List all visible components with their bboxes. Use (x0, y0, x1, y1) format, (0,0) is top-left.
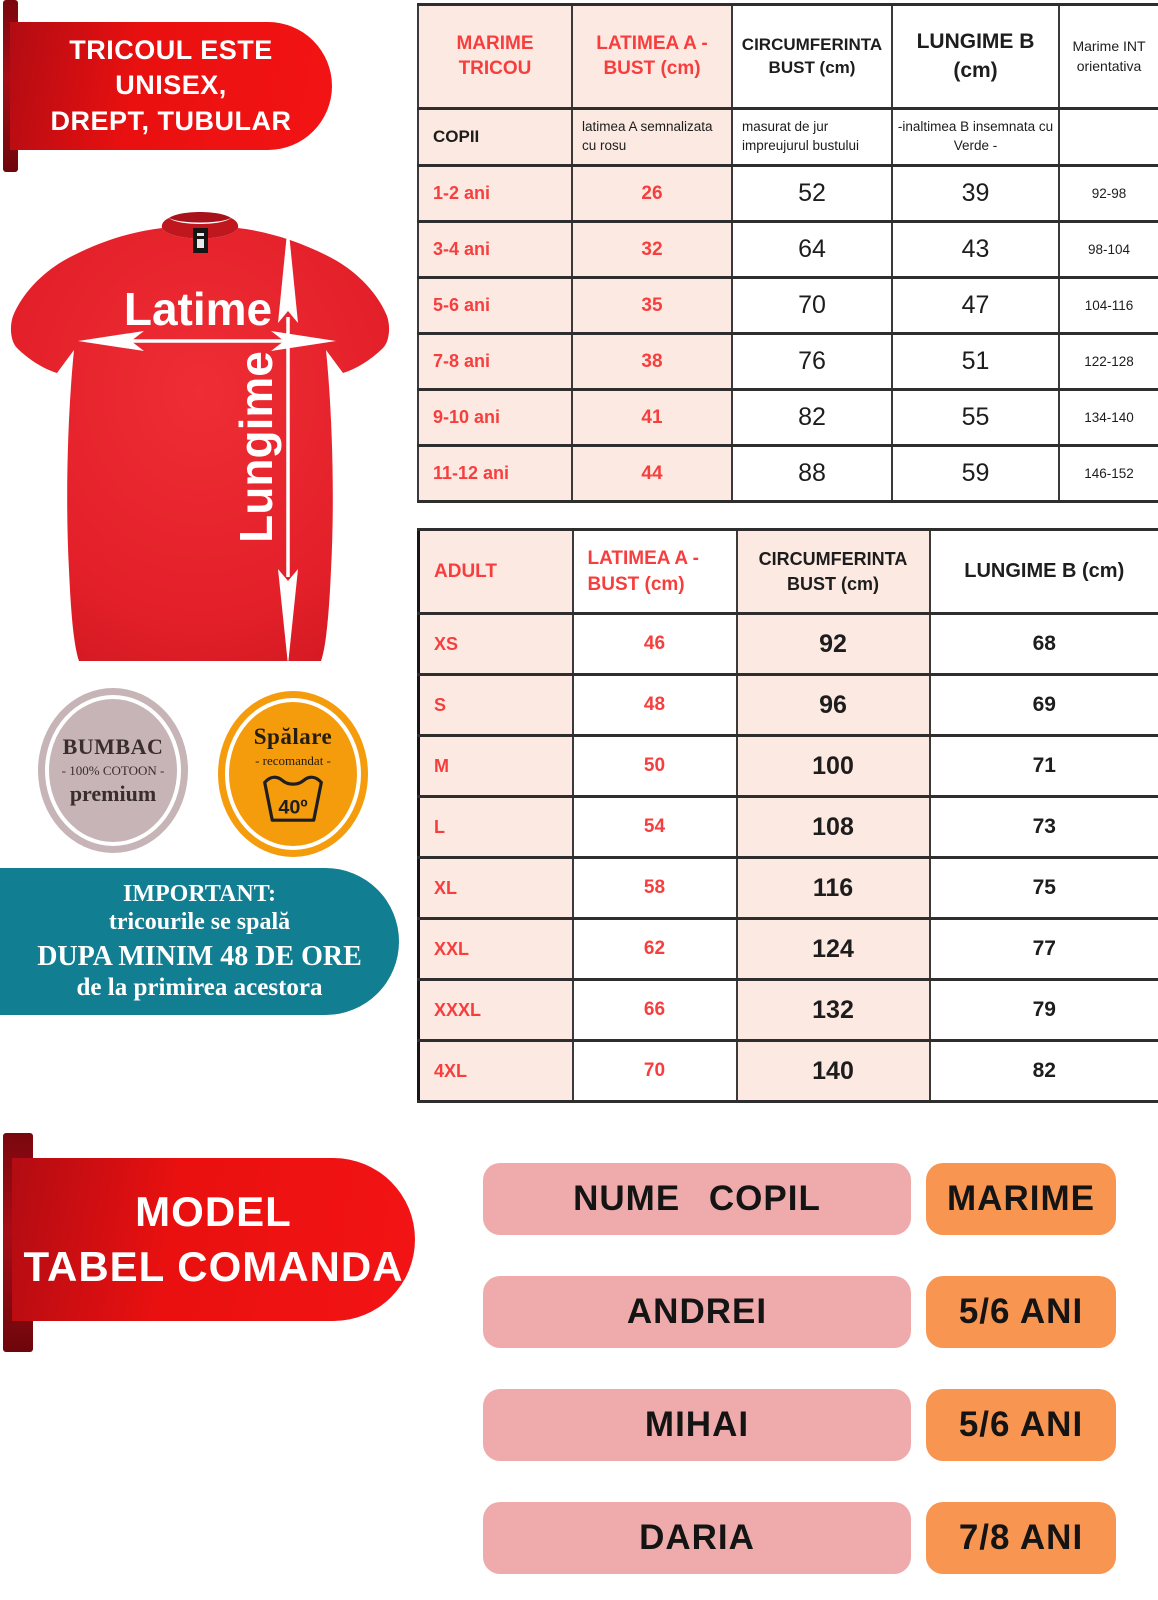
size-cell: 3-4 ani (418, 222, 572, 278)
kids-row (418, 278, 1158, 334)
length-cell: 47 (892, 278, 1059, 334)
kids-row (418, 446, 1158, 502)
int-size-cell: 98-104 (1059, 222, 1158, 278)
width-cell: 48 (573, 675, 737, 736)
wash-badge-title: Spălare (253, 723, 333, 749)
size-cell: 7-8 ani (418, 334, 572, 390)
size-cell: 11-12 ani (418, 446, 572, 502)
chest-cell: 116 (737, 858, 930, 919)
width-label: Latime (123, 283, 273, 335)
collar-back (169, 212, 231, 223)
length-cell: 71 (930, 736, 1158, 797)
header-circumferinta: CIRCUMFERINTA BUST (cm) (732, 5, 892, 109)
model-ribbon-line: TABEL COMANDA (23, 1242, 404, 1290)
header-latimea: LATIMEA A - BUST (cm) (573, 530, 737, 614)
chest-cell: 88 (732, 446, 892, 502)
important-note-banner (0, 868, 399, 1015)
adult-header-row (419, 530, 1158, 614)
subheader-lungime-note: -inaltimea B insemnata cu Verde - (892, 109, 1059, 166)
size-cell: L (419, 797, 573, 858)
cotton-badge (38, 688, 188, 853)
cotton-badge-footer: premium (69, 781, 157, 806)
chest-cell: 82 (732, 390, 892, 446)
tag-mark (197, 233, 204, 236)
width-cell: 66 (573, 980, 737, 1041)
adult-row (419, 736, 1158, 797)
kids-header-row (418, 5, 1158, 109)
order-example-table (483, 1163, 1116, 1600)
chest-cell: 140 (737, 1041, 930, 1102)
chest-cell: 92 (737, 614, 930, 675)
subheader-copii: COPII (418, 109, 572, 166)
subheader-empty (1059, 109, 1158, 166)
length-cell: 82 (930, 1041, 1158, 1102)
adult-row (419, 797, 1158, 858)
kids-row (418, 222, 1158, 278)
width-cell: 62 (573, 919, 737, 980)
width-cell: 38 (572, 334, 732, 390)
length-cell: 43 (892, 222, 1059, 278)
order-row (483, 1389, 1116, 1461)
kids-row (418, 334, 1158, 390)
length-cell: 68 (930, 614, 1158, 675)
chest-cell: 70 (732, 278, 892, 334)
size-cell: M (419, 736, 573, 797)
length-cell: 69 (930, 675, 1158, 736)
chest-cell: 96 (737, 675, 930, 736)
header-marime-int: Marime INT orientativa (1059, 5, 1158, 109)
chest-cell: 108 (737, 797, 930, 858)
size-cell: 9-10 ani (418, 390, 572, 446)
width-cell: 58 (573, 858, 737, 919)
order-name-cell: MIHAI (483, 1389, 911, 1461)
tshirt-image (0, 195, 420, 680)
order-name-header: NUME COPIL (483, 1163, 911, 1235)
order-size-cell: 5/6 ANI (926, 1389, 1116, 1461)
tag-mark (197, 239, 204, 248)
chest-cell: 52 (732, 166, 892, 222)
ribbon-text-line: TRICOUL ESTE (69, 34, 273, 65)
length-cell: 75 (930, 858, 1158, 919)
size-cell: S (419, 675, 573, 736)
order-name-cell: ANDREI (483, 1276, 911, 1348)
width-cell: 46 (573, 614, 737, 675)
header-circumferinta: CIRCUMFERINTA BUST (cm) (737, 530, 930, 614)
order-name-cell: DARIA (483, 1502, 911, 1574)
cotton-badge-title: BUMBAC (62, 734, 164, 759)
order-size-cell: 5/6 ANI (926, 1276, 1116, 1348)
width-cell: 50 (573, 736, 737, 797)
important-line: IMPORTANT: (123, 881, 276, 907)
wash-badge (218, 691, 368, 857)
int-size-cell: 134-140 (1059, 390, 1158, 446)
subheader-latimea-note: latimea A semnalizata cu rosu (572, 109, 732, 166)
width-cell: 26 (572, 166, 732, 222)
size-cell: XXXL (419, 980, 573, 1041)
length-cell: 55 (892, 390, 1059, 446)
wash-tub-icon (260, 772, 326, 825)
adult-row (419, 614, 1158, 675)
length-label: Lungime (230, 351, 282, 543)
adult-row (419, 1041, 1158, 1102)
adult-row (419, 675, 1158, 736)
length-cell: 73 (930, 797, 1158, 858)
kids-row (418, 166, 1158, 222)
int-size-cell: 122-128 (1059, 334, 1158, 390)
header-latimea: LATIMEA A - BUST (cm) (572, 5, 732, 109)
adult-row (419, 980, 1158, 1041)
unisex-info-ribbon (10, 22, 332, 150)
ribbon-text-line: DREPT, TUBULAR (50, 105, 292, 136)
size-cell: XL (419, 858, 573, 919)
adult-row (419, 919, 1158, 980)
header-marime-tricou: MARIME TRICOU (418, 5, 572, 109)
cotton-badge-subtitle: - 100% COTOON - (61, 763, 165, 778)
kids-size-table (417, 3, 1158, 503)
header-lungime: LUNGIME B (cm) (930, 530, 1158, 614)
width-cell: 70 (573, 1041, 737, 1102)
adult-row (419, 858, 1158, 919)
order-header-row (483, 1163, 1116, 1235)
chest-cell: 132 (737, 980, 930, 1041)
kids-subheader-row (418, 109, 1158, 166)
int-size-cell: 92-98 (1059, 166, 1158, 222)
adult-size-table (417, 528, 1158, 1103)
length-cell: 77 (930, 919, 1158, 980)
size-cell: 5-6 ani (418, 278, 572, 334)
subheader-circumferinta-note: masurat de jur impreujurul bustului (732, 109, 892, 166)
int-size-cell: 104-116 (1059, 278, 1158, 334)
length-cell: 51 (892, 334, 1059, 390)
chest-cell: 64 (732, 222, 892, 278)
width-cell: 44 (572, 446, 732, 502)
order-row (483, 1502, 1116, 1574)
important-line: de la primirea acestora (76, 974, 323, 1001)
width-cell: 54 (573, 797, 737, 858)
size-cell: XS (419, 614, 573, 675)
important-line: DUPA MINIM 48 DE ORE (37, 941, 362, 972)
size-cell: XXL (419, 919, 573, 980)
kids-row (418, 390, 1158, 446)
order-size-header: MARIME (926, 1163, 1116, 1235)
header-adult: ADULT (419, 530, 573, 614)
wash-temperature: 40º (278, 796, 308, 819)
order-row (483, 1276, 1116, 1348)
model-table-ribbon (12, 1158, 415, 1321)
chest-cell: 76 (732, 334, 892, 390)
header-lungime: LUNGIME B (cm) (892, 5, 1059, 109)
wash-badge-subtitle: - recomandat - (255, 752, 331, 768)
important-line: tricourile se spală (108, 909, 291, 935)
chest-cell: 100 (737, 736, 930, 797)
length-cell: 79 (930, 980, 1158, 1041)
width-cell: 32 (572, 222, 732, 278)
size-cell: 4XL (419, 1041, 573, 1102)
length-cell: 39 (892, 166, 1059, 222)
width-cell: 35 (572, 278, 732, 334)
size-cell: 1-2 ani (418, 166, 572, 222)
order-size-cell: 7/8 ANI (926, 1502, 1116, 1574)
model-ribbon-line: MODEL (135, 1187, 292, 1235)
width-cell: 41 (572, 390, 732, 446)
chest-cell: 124 (737, 919, 930, 980)
length-cell: 59 (892, 446, 1059, 502)
ribbon-text-line: UNISEX, (115, 70, 227, 101)
int-size-cell: 146-152 (1059, 446, 1158, 502)
